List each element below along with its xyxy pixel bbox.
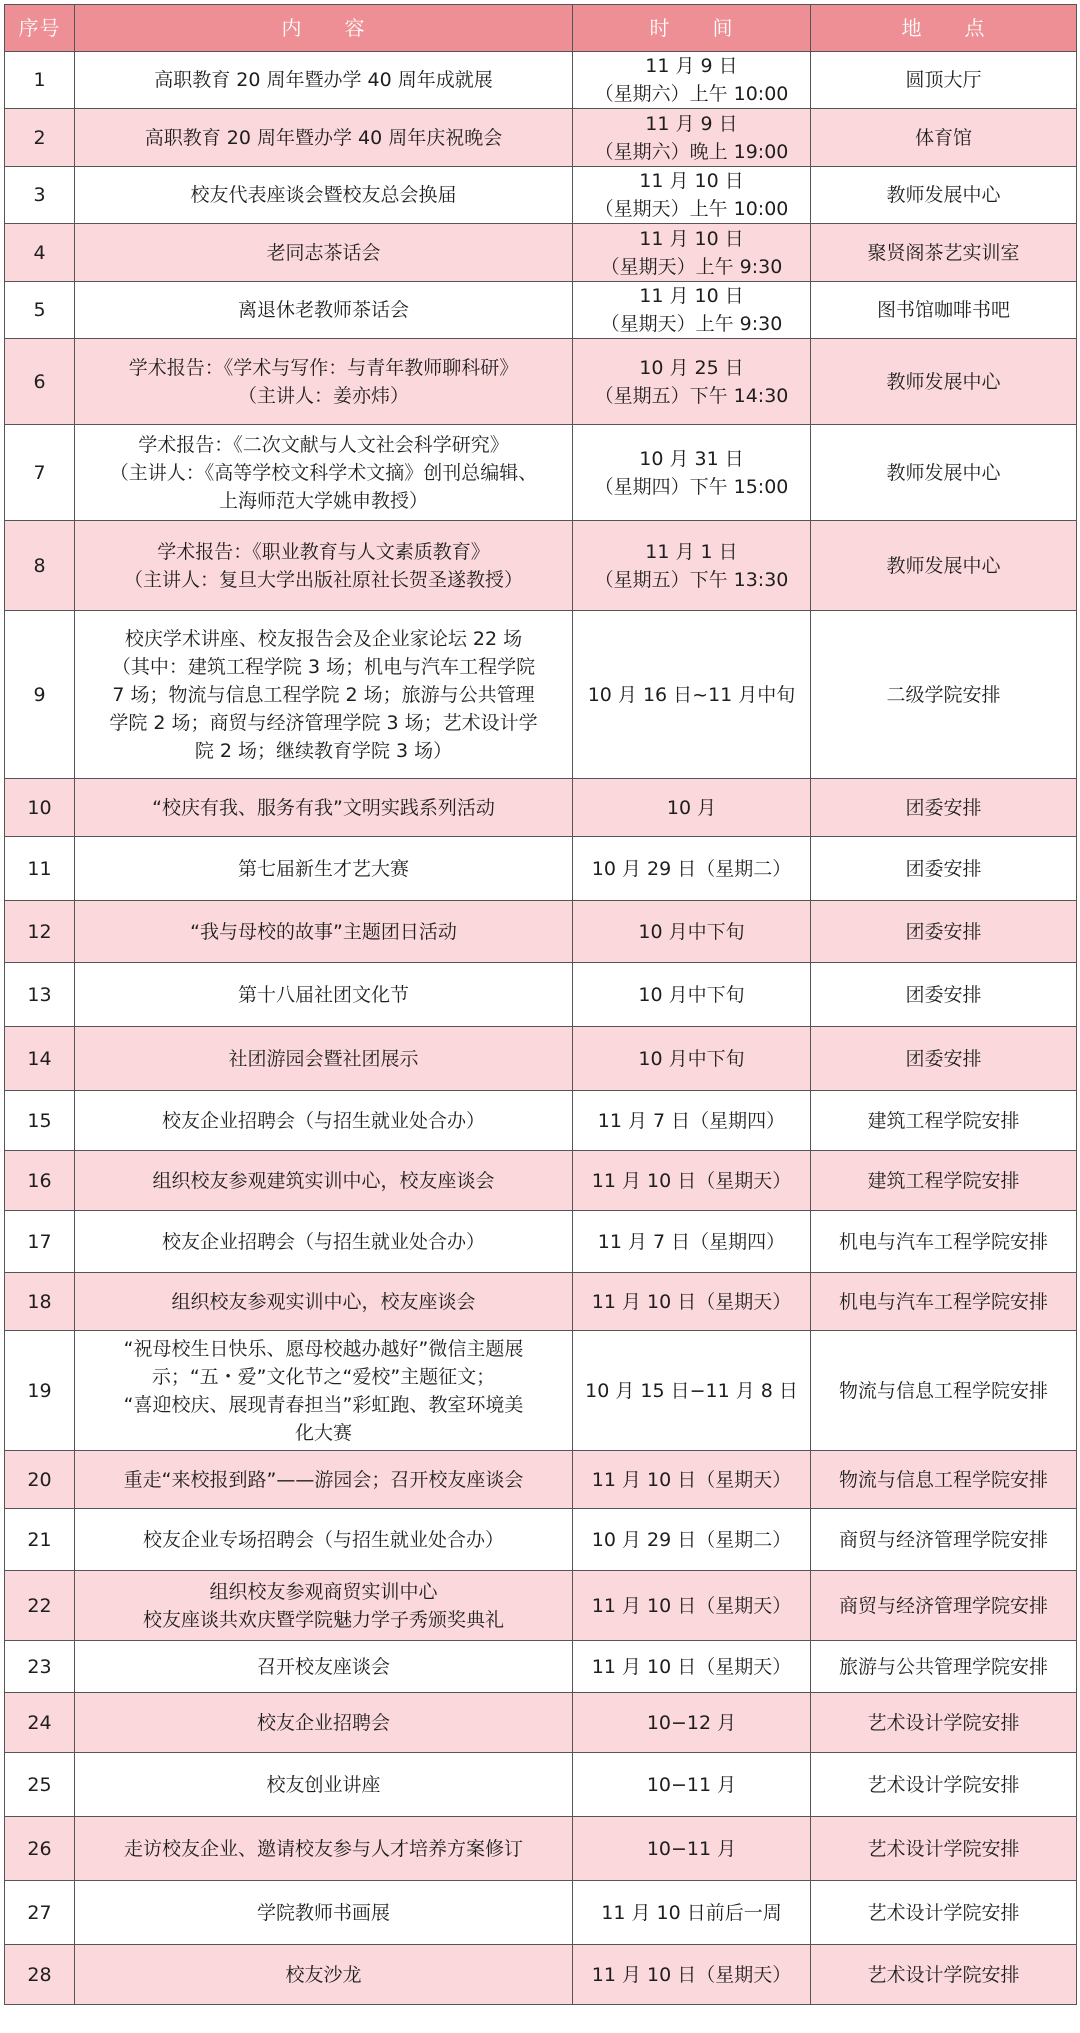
table-row — [5, 521, 1077, 611]
cell-time: 11 月 10 日（星期天） — [573, 1273, 811, 1331]
cell-content: 第七届新生才艺大赛 — [75, 837, 573, 901]
cell-content: 校友代表座谈会暨校友总会换届 — [75, 167, 573, 224]
cell-time: 11 月 1 日 （星期五）下午 13:30 — [573, 521, 811, 611]
table-row — [5, 901, 1077, 963]
table-row — [5, 779, 1077, 837]
cell-time: 10−11 月 — [573, 1817, 811, 1881]
cell-location: 图书馆咖啡书吧 — [811, 282, 1077, 339]
cell-content: 高职教育 20 周年暨办学 40 周年成就展 — [75, 52, 573, 109]
cell-time: 10 月中下旬 — [573, 1027, 811, 1091]
cell-no: 20 — [5, 1451, 75, 1509]
header-location: 地 点 — [811, 5, 1077, 52]
cell-location: 艺术设计学院安排 — [811, 1817, 1077, 1881]
cell-no: 26 — [5, 1817, 75, 1881]
cell-no: 9 — [5, 611, 75, 779]
cell-location: 建筑工程学院安排 — [811, 1151, 1077, 1211]
cell-content: 社团游园会暨社团展示 — [75, 1027, 573, 1091]
cell-content: 第十八届社团文化节 — [75, 963, 573, 1027]
cell-content: 组织校友参观实训中心，校友座谈会 — [75, 1273, 573, 1331]
table-row — [5, 1331, 1077, 1451]
cell-no: 12 — [5, 901, 75, 963]
table-row — [5, 1753, 1077, 1817]
cell-time: 11 月 9 日 （星期六）上午 10:00 — [573, 52, 811, 109]
cell-time: 11 月 10 日（星期天） — [573, 1945, 811, 2005]
table-row — [5, 1693, 1077, 1753]
cell-no: 5 — [5, 282, 75, 339]
cell-time: 11 月 10 日 （星期天）上午 9:30 — [573, 224, 811, 282]
table-row — [5, 1091, 1077, 1151]
cell-content: 高职教育 20 周年暨办学 40 周年庆祝晚会 — [75, 109, 573, 167]
table-row — [5, 1027, 1077, 1091]
cell-no: 2 — [5, 109, 75, 167]
cell-time: 10 月 25 日 （星期五）下午 14:30 — [573, 339, 811, 425]
cell-content: 学术报告：《职业教育与人文素质教育》 （主讲人：复旦大学出版社原社长贺圣遂教授） — [75, 521, 573, 611]
table-row — [5, 611, 1077, 779]
table-row — [5, 1211, 1077, 1273]
table-row — [5, 224, 1077, 282]
cell-content: 学术报告：《二次文献与人文社会科学研究》 （主讲人：《高等学校文科学术文摘》创刊总编辑、 上海师范大学姚申教授） — [75, 425, 573, 521]
cell-location: 二级学院安排 — [811, 611, 1077, 779]
table-row — [5, 1451, 1077, 1509]
cell-no: 13 — [5, 963, 75, 1027]
table-row — [5, 1881, 1077, 1945]
cell-location: 机电与汽车工程学院安排 — [811, 1273, 1077, 1331]
cell-content: 校友企业招聘会 — [75, 1693, 573, 1753]
table-row — [5, 1273, 1077, 1331]
cell-content: “我与母校的故事”主题团日活动 — [75, 901, 573, 963]
table-row — [5, 837, 1077, 901]
cell-no: 10 — [5, 779, 75, 837]
cell-time: 11 月 10 日（星期天） — [573, 1641, 811, 1693]
cell-no: 23 — [5, 1641, 75, 1693]
cell-content: 校友创业讲座 — [75, 1753, 573, 1817]
cell-content: 组织校友参观商贸实训中心 校友座谈共欢庆暨学院魅力学子秀颁奖典礼 — [75, 1571, 573, 1641]
cell-no: 1 — [5, 52, 75, 109]
cell-content: 老同志茶话会 — [75, 224, 573, 282]
cell-no: 8 — [5, 521, 75, 611]
cell-location: 体育馆 — [811, 109, 1077, 167]
cell-time: 11 月 10 日 （星期天）上午 10:00 — [573, 167, 811, 224]
cell-content: 离退休老教师茶话会 — [75, 282, 573, 339]
cell-no: 6 — [5, 339, 75, 425]
header-content: 内 容 — [75, 5, 573, 52]
cell-location: 团委安排 — [811, 963, 1077, 1027]
table-row — [5, 1151, 1077, 1211]
cell-content: 校友沙龙 — [75, 1945, 573, 2005]
cell-no: 14 — [5, 1027, 75, 1091]
cell-location: 团委安排 — [811, 901, 1077, 963]
table-row — [5, 1817, 1077, 1881]
cell-no: 3 — [5, 167, 75, 224]
cell-location: 艺术设计学院安排 — [811, 1693, 1077, 1753]
header-no: 序号 — [5, 5, 75, 52]
cell-location: 建筑工程学院安排 — [811, 1091, 1077, 1151]
cell-time: 11 月 7 日（星期四） — [573, 1091, 811, 1151]
cell-location: 物流与信息工程学院安排 — [811, 1451, 1077, 1509]
cell-time: 10 月 29 日（星期二） — [573, 1509, 811, 1571]
table-row — [5, 963, 1077, 1027]
cell-no: 25 — [5, 1753, 75, 1817]
cell-content: “校庆有我、服务有我”文明实践系列活动 — [75, 779, 573, 837]
table-row — [5, 425, 1077, 521]
header-row — [5, 5, 1077, 52]
table-row — [5, 1509, 1077, 1571]
cell-content: 校友企业招聘会（与招生就业处合办） — [75, 1211, 573, 1273]
table-body — [5, 52, 1077, 2005]
cell-time: 11 月 10 日 （星期天）上午 9:30 — [573, 282, 811, 339]
cell-no: 21 — [5, 1509, 75, 1571]
cell-content: 校友企业专场招聘会（与招生就业处合办） — [75, 1509, 573, 1571]
cell-time: 10 月中下旬 — [573, 901, 811, 963]
cell-location: 旅游与公共管理学院安排 — [811, 1641, 1077, 1693]
cell-time: 10−11 月 — [573, 1753, 811, 1817]
table-row — [5, 282, 1077, 339]
cell-time: 11 月 9 日 （星期六）晚上 19:00 — [573, 109, 811, 167]
cell-no: 24 — [5, 1693, 75, 1753]
table-row — [5, 52, 1077, 109]
cell-content: 校友企业招聘会（与招生就业处合办） — [75, 1091, 573, 1151]
table-row — [5, 1641, 1077, 1693]
cell-location: 机电与汽车工程学院安排 — [811, 1211, 1077, 1273]
cell-content: 校庆学术讲座、校友报告会及企业家论坛 22 场 （其中：建筑工程学院 3 场；机电与汽车工程学院 7 场；物流与信息工程学院 2 场；旅游与公共管理 学院 2 场；商贸与经济管理学院 3 场；艺术设计学 院 2 场；继续教育学院 3 场） — [75, 611, 573, 779]
cell-content: “祝母校生日快乐、愿母校越办越好”微信主题展 示；“五・爱”文化节之“爱校”主题征文； “喜迎校庆、展现青春担当”彩虹跑、教室环境美 化大赛 — [75, 1331, 573, 1451]
schedule-table — [4, 4, 1077, 2005]
cell-location: 商贸与经济管理学院安排 — [811, 1571, 1077, 1641]
cell-no: 18 — [5, 1273, 75, 1331]
cell-content: 学院教师书画展 — [75, 1881, 573, 1945]
cell-location: 教师发展中心 — [811, 339, 1077, 425]
cell-content: 重走“来校报到路”——游园会；召开校友座谈会 — [75, 1451, 573, 1509]
cell-location: 教师发展中心 — [811, 167, 1077, 224]
cell-time: 10 月 16 日~11 月中旬 — [573, 611, 811, 779]
cell-location: 艺术设计学院安排 — [811, 1881, 1077, 1945]
cell-no: 22 — [5, 1571, 75, 1641]
cell-location: 物流与信息工程学院安排 — [811, 1331, 1077, 1451]
cell-location: 团委安排 — [811, 1027, 1077, 1091]
table-header — [5, 5, 1077, 52]
cell-no: 27 — [5, 1881, 75, 1945]
table-row — [5, 339, 1077, 425]
cell-content: 组织校友参观建筑实训中心，校友座谈会 — [75, 1151, 573, 1211]
cell-location: 教师发展中心 — [811, 425, 1077, 521]
table-row — [5, 1571, 1077, 1641]
cell-time: 10−12 月 — [573, 1693, 811, 1753]
cell-content: 学术报告：《学术与写作：与青年教师聊科研》 （主讲人：姜亦炜） — [75, 339, 573, 425]
cell-no: 28 — [5, 1945, 75, 2005]
cell-no: 4 — [5, 224, 75, 282]
cell-location: 团委安排 — [811, 779, 1077, 837]
cell-time: 10 月中下旬 — [573, 963, 811, 1027]
cell-no: 19 — [5, 1331, 75, 1451]
cell-no: 16 — [5, 1151, 75, 1211]
table-row — [5, 1945, 1077, 2005]
cell-time: 11 月 7 日（星期四） — [573, 1211, 811, 1273]
cell-time: 11 月 10 日（星期天） — [573, 1571, 811, 1641]
cell-location: 商贸与经济管理学院安排 — [811, 1509, 1077, 1571]
cell-content: 走访校友企业、邀请校友参与人才培养方案修订 — [75, 1817, 573, 1881]
cell-time: 10 月 31 日 （星期四）下午 15:00 — [573, 425, 811, 521]
cell-location: 聚贤阁茶艺实训室 — [811, 224, 1077, 282]
cell-location: 艺术设计学院安排 — [811, 1945, 1077, 2005]
cell-time: 11 月 10 日（星期天） — [573, 1451, 811, 1509]
cell-content: 召开校友座谈会 — [75, 1641, 573, 1693]
cell-time: 10 月 29 日（星期二） — [573, 837, 811, 901]
cell-time: 10 月 15 日−11 月 8 日 — [573, 1331, 811, 1451]
table-row — [5, 167, 1077, 224]
cell-location: 艺术设计学院安排 — [811, 1753, 1077, 1817]
cell-location: 圆顶大厅 — [811, 52, 1077, 109]
cell-no: 17 — [5, 1211, 75, 1273]
cell-location: 团委安排 — [811, 837, 1077, 901]
cell-no: 15 — [5, 1091, 75, 1151]
cell-time: 10 月 — [573, 779, 811, 837]
cell-time: 11 月 10 日（星期天） — [573, 1151, 811, 1211]
cell-no: 11 — [5, 837, 75, 901]
cell-time: 11 月 10 日前后一周 — [573, 1881, 811, 1945]
table-row — [5, 109, 1077, 167]
cell-location: 教师发展中心 — [811, 521, 1077, 611]
header-time: 时 间 — [573, 5, 811, 52]
cell-no: 7 — [5, 425, 75, 521]
